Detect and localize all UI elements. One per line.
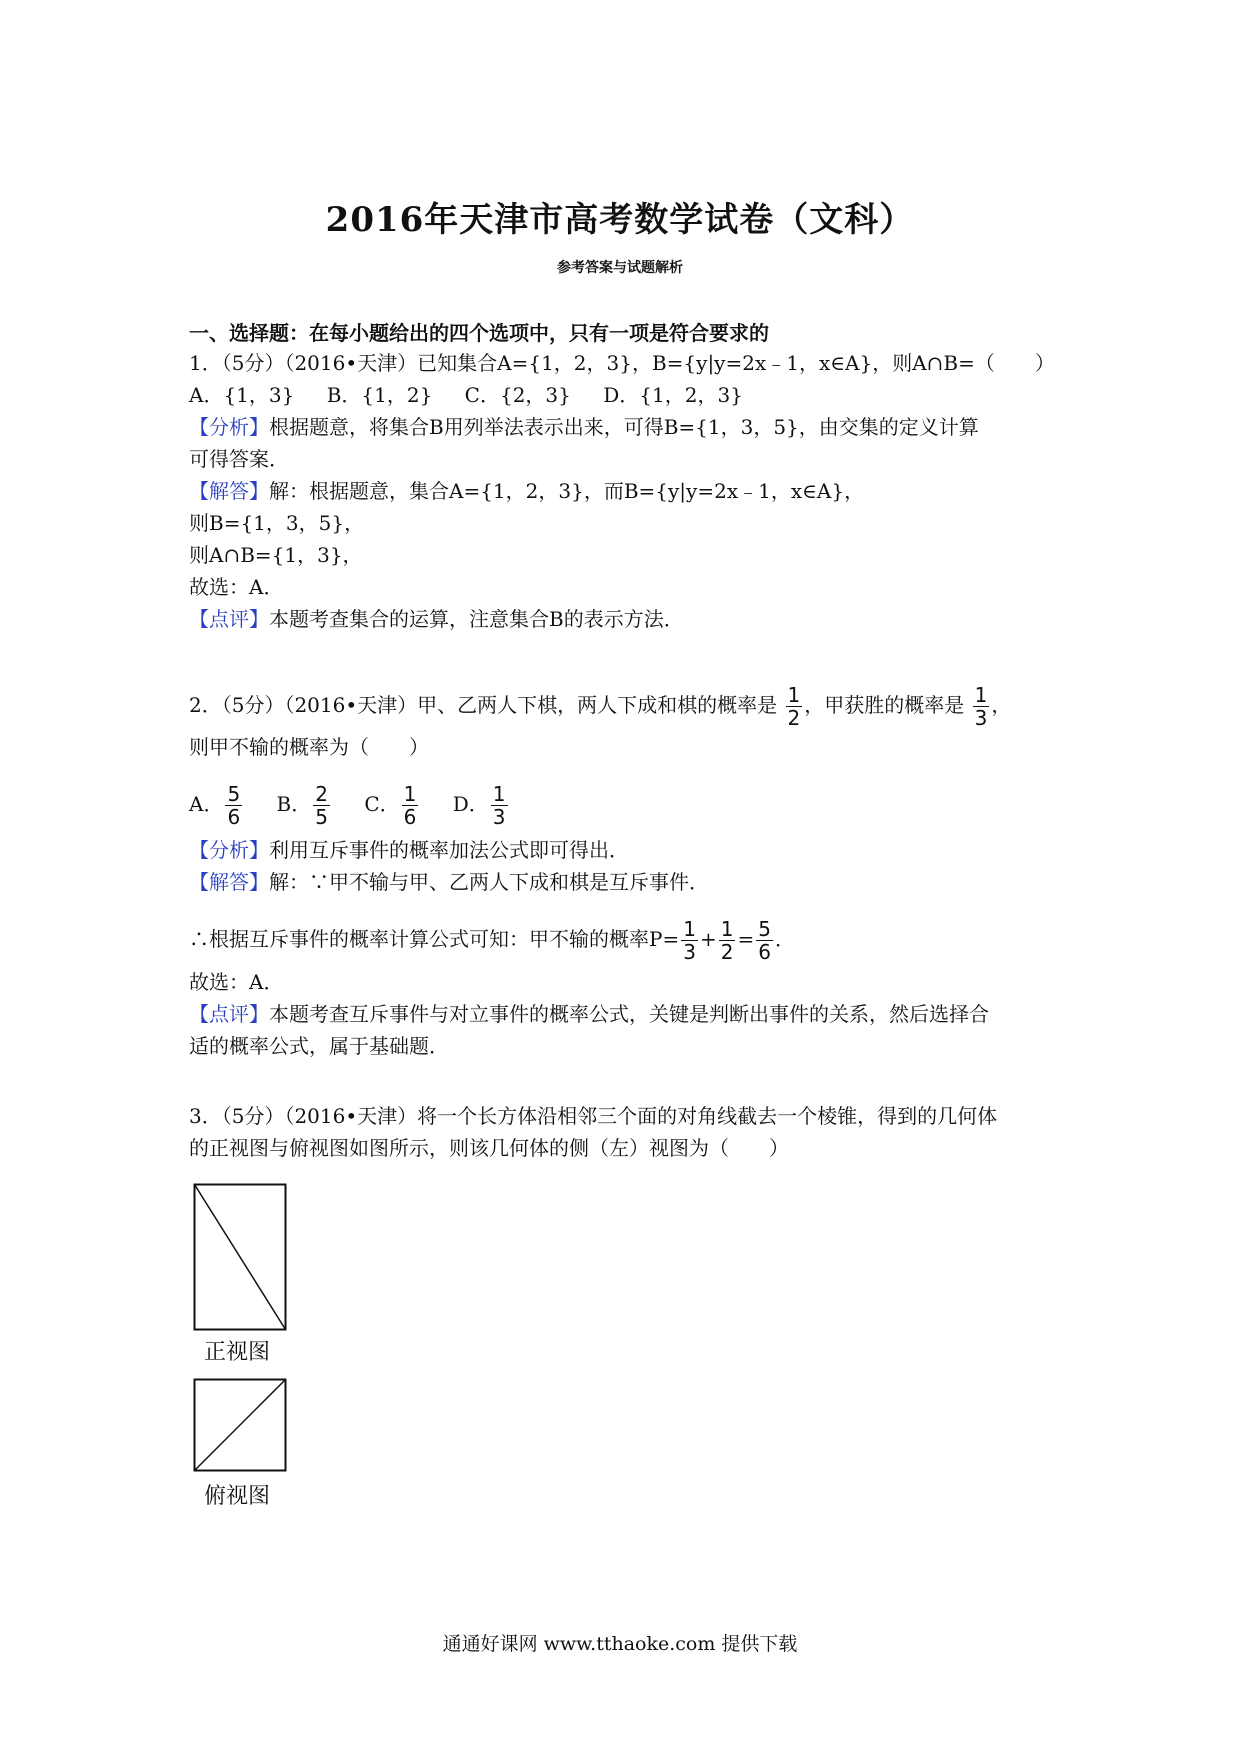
frac-num: 1 xyxy=(492,782,506,806)
frac-num: 5 xyxy=(758,917,771,941)
frac-num: 1 xyxy=(720,917,734,941)
q1-solution-line-3: 则A∩B={1，3}， xyxy=(189,543,363,567)
page-subtitle: 参考答案与试题解析 xyxy=(557,260,683,276)
q1-option-d: D．{1，2，3} xyxy=(603,383,743,407)
frac-num: 5 xyxy=(227,782,241,806)
q2-solution-text: 解：∵甲不输与甲、乙两人下成和棋是互斥事件． xyxy=(269,870,709,894)
formula-frac-b xyxy=(719,918,736,963)
option-frac xyxy=(313,783,330,828)
q2-stem-c: ， xyxy=(991,693,1012,717)
q2-comment xyxy=(189,1000,989,1028)
page-footer: 通通好课网 www.tthaoke.com 提供下载 xyxy=(442,1633,798,1655)
frac-den: 3 xyxy=(492,805,506,829)
frac-num: 1 xyxy=(974,683,988,707)
frac-den: 3 xyxy=(974,706,988,730)
q2-formula-text: ∴根据互斥事件的概率计算公式可知：甲不输的概率P= xyxy=(189,927,680,951)
q2-frac-draw xyxy=(786,684,803,729)
q2-options xyxy=(189,783,536,828)
q1-options xyxy=(189,381,769,409)
frac-num: 1 xyxy=(683,917,696,941)
solution-tag: 【解答】 xyxy=(189,870,269,894)
q1-solution-text: 解：根据题意，集合A={1，2，3}，而B={y|y=2x﹣1，x∈A}， xyxy=(269,479,865,503)
period: ． xyxy=(774,927,795,951)
q2-option-a xyxy=(189,783,244,828)
q2-frac-win xyxy=(973,684,990,729)
q1-analysis-text: 根据题意，将集合B用列举法表示出来，可得B={1，3，5}，由交集的定义计算 xyxy=(269,415,979,439)
top-view-caption: 俯视图 xyxy=(204,1484,271,1509)
q2-stem-line-2: 则甲不输的概率为（ ） xyxy=(189,735,429,759)
frac-num: 2 xyxy=(315,782,328,806)
analysis-tag: 【分析】 xyxy=(189,415,269,439)
frac-den: 6 xyxy=(758,940,771,964)
q2-analysis xyxy=(189,836,629,864)
q2-option-d xyxy=(453,783,510,828)
q2-option-c xyxy=(364,783,420,828)
q2-stem-b: ，甲获胜的概率是 xyxy=(804,693,965,717)
top-view-diagonal xyxy=(195,1380,286,1471)
front-view-caption: 正视图 xyxy=(204,1340,271,1365)
frac-den: 6 xyxy=(403,805,417,829)
q1-stem: 1．（5分）（2016•天津）已知集合A={1，2，3}，B={y|y=2x﹣1，x∈A}，则A∩B=（ ） xyxy=(189,351,1055,375)
front-view-figure xyxy=(193,1183,289,1333)
option-frac xyxy=(225,783,242,828)
frac-den: 6 xyxy=(227,805,241,829)
q2-stem-a: 2．（5分）（2016•天津）甲、乙两人下棋，两人下成和棋的概率是 xyxy=(189,693,778,717)
q2-analysis-text: 利用互斥事件的概率加法公式即可得出． xyxy=(269,838,629,862)
q3-stem: 3．（5分）（2016•天津）将一个长方体沿相邻三个面的对角线截去一个棱锥，得到的几何体 xyxy=(189,1104,998,1128)
formula-frac-c xyxy=(756,918,773,963)
frac-den: 2 xyxy=(720,940,734,964)
q2-comment-cont: 适的概率公式，属于基础题． xyxy=(189,1034,449,1058)
analysis-tag: 【分析】 xyxy=(189,838,269,862)
section-heading: 一、选择题：在每小题给出的四个选项中，只有一项是符合要求的 xyxy=(189,321,769,345)
q1-solution-line-2: 则B={1，3，5}， xyxy=(189,511,365,535)
option-frac xyxy=(491,783,508,828)
q2-choice: 故选：A． xyxy=(189,970,284,994)
option-label: B． xyxy=(276,792,312,816)
frac-num: 1 xyxy=(787,683,801,707)
q2-solution xyxy=(189,868,709,896)
equals-sign: = xyxy=(737,927,755,951)
q2-comment-text: 本题考查互斥事件与对立事件的概率公式，关键是判断出事件的关系，然后选择合 xyxy=(269,1002,989,1026)
option-label: D． xyxy=(452,792,489,816)
q2-solution-formula xyxy=(189,918,795,963)
q2-stem xyxy=(189,684,1011,729)
frac-den: 2 xyxy=(787,706,801,730)
q2-option-b xyxy=(277,783,332,828)
plus-sign: + xyxy=(699,927,717,951)
top-view-figure xyxy=(193,1378,289,1474)
q1-option-b: B．{1，2} xyxy=(326,383,433,407)
option-label: C． xyxy=(364,792,400,816)
q1-option-a: A．{1，3} xyxy=(189,383,295,407)
frac-den: 3 xyxy=(683,940,696,964)
option-label: A． xyxy=(189,792,224,816)
q1-analysis-cont: 可得答案． xyxy=(189,447,289,471)
formula-frac-a xyxy=(681,918,698,963)
option-frac xyxy=(402,783,419,828)
q1-comment xyxy=(189,605,684,633)
q1-option-c: C．{2，3} xyxy=(464,383,571,407)
front-view-diagonal xyxy=(195,1185,286,1330)
q1-analysis xyxy=(189,413,979,441)
comment-tag: 【点评】 xyxy=(189,607,269,631)
q3-stem-line-2: 的正视图与俯视图如图所示，则该几何体的侧（左）视图为（ ） xyxy=(189,1136,789,1160)
frac-den: 5 xyxy=(315,805,328,829)
page-title: 2016年天津市高考数学试卷（文科） xyxy=(325,200,915,240)
frac-num: 1 xyxy=(403,782,417,806)
q1-solution xyxy=(189,477,864,505)
q1-comment-text: 本题考查集合的运算，注意集合B的表示方法． xyxy=(269,607,684,631)
comment-tag: 【点评】 xyxy=(189,1002,269,1026)
q1-choice: 故选：A． xyxy=(189,575,284,599)
solution-tag: 【解答】 xyxy=(189,479,269,503)
